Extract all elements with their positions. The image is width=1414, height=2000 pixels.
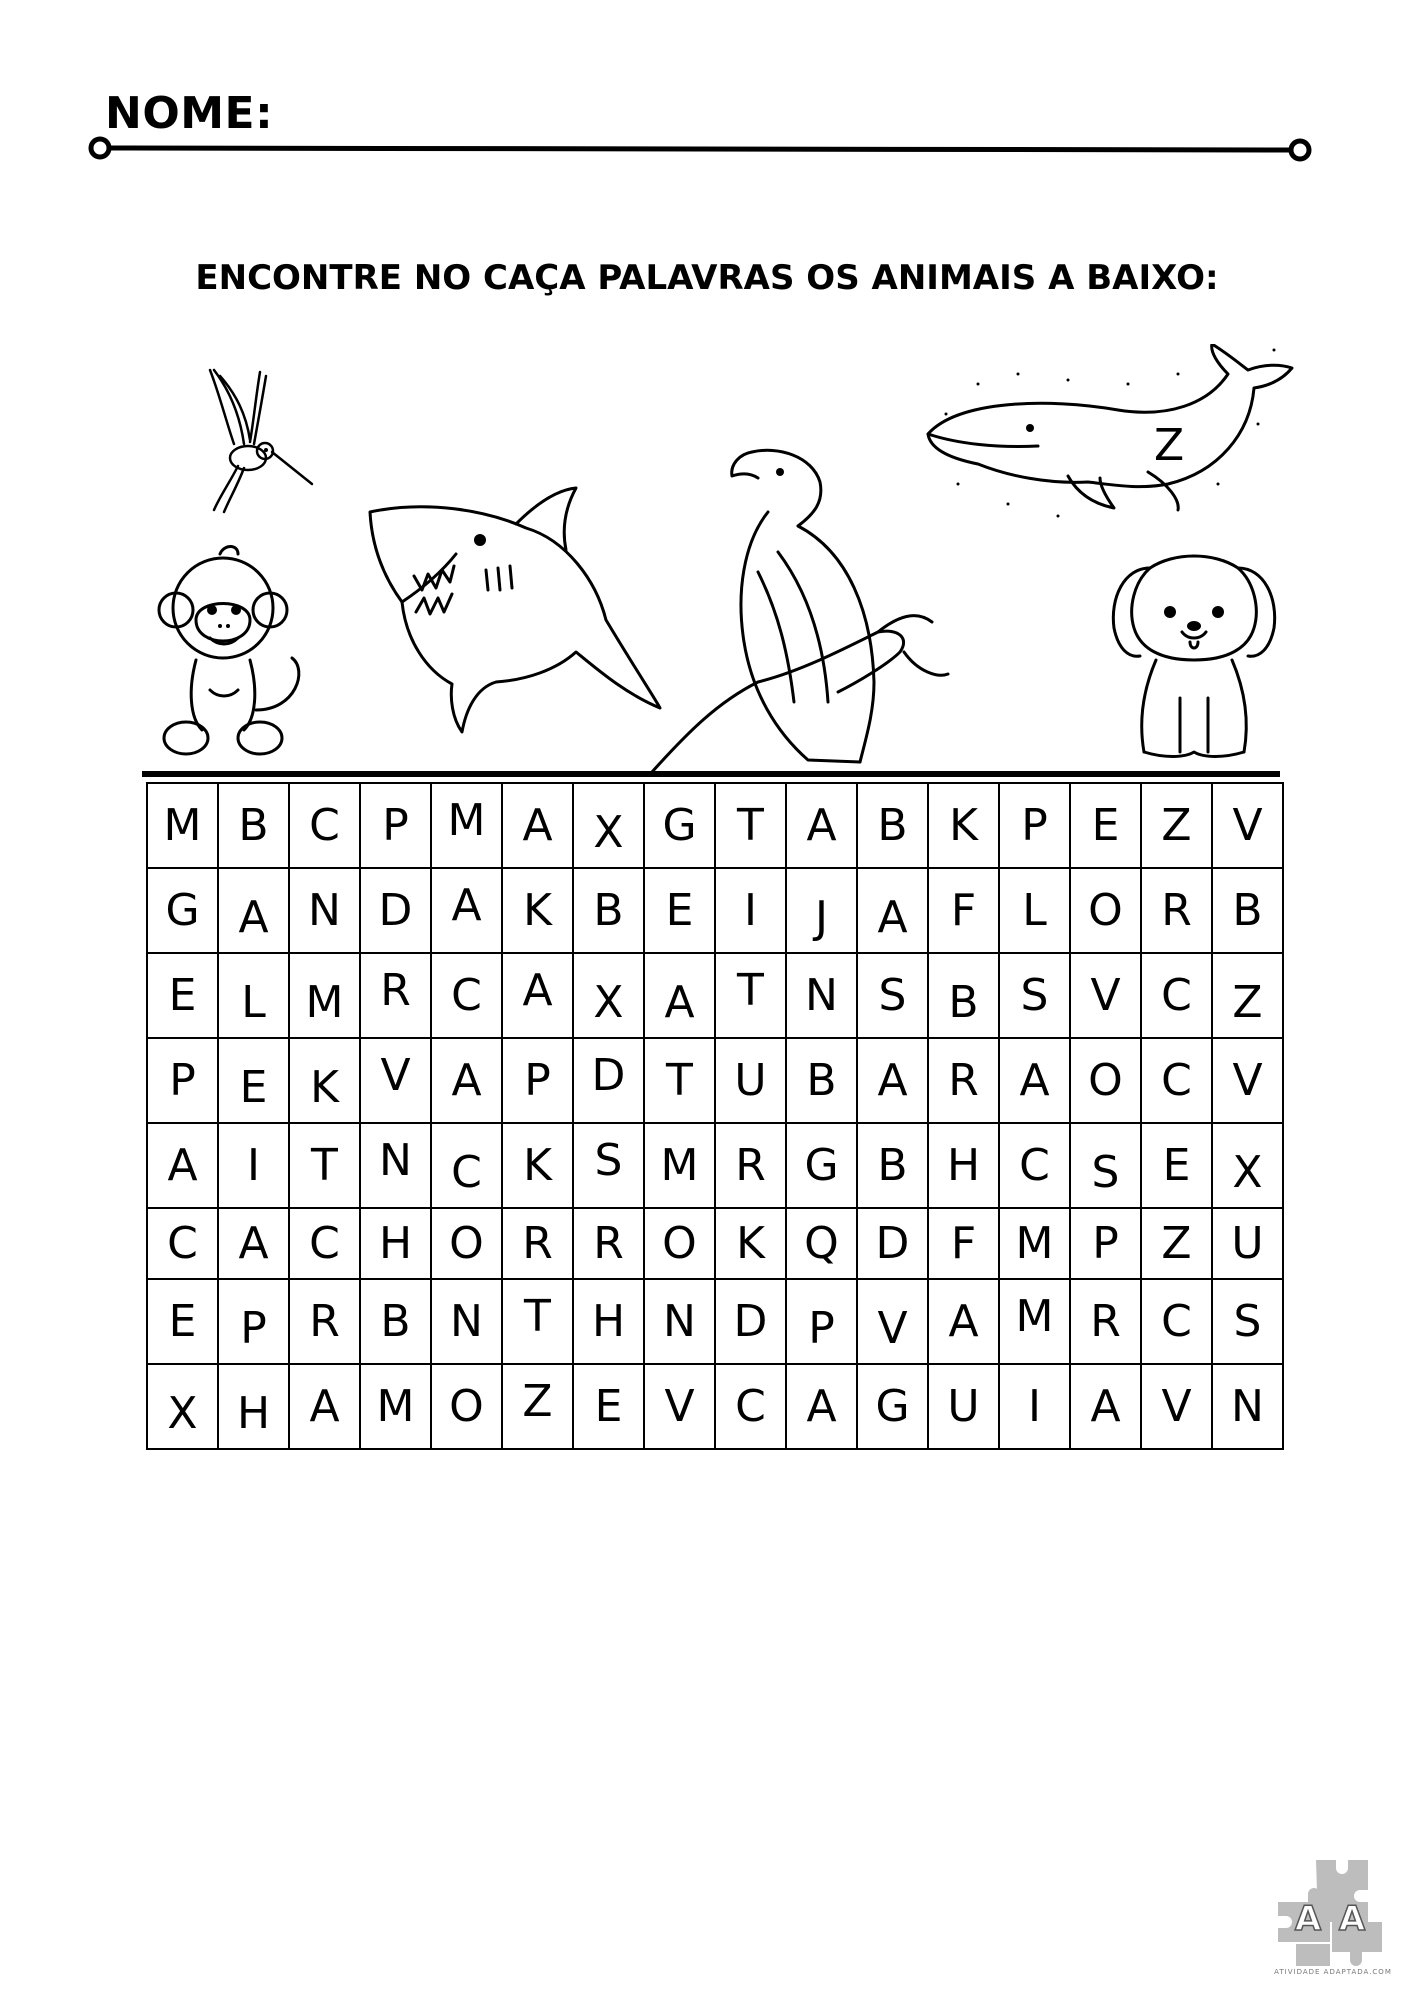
grid-cell[interactable]: G	[786, 1123, 857, 1208]
grid-cell[interactable]: N	[289, 868, 360, 953]
grid-cell[interactable]: U	[928, 1364, 999, 1449]
grid-cell[interactable]: A	[786, 783, 857, 868]
grid-cell[interactable]: J	[786, 868, 857, 953]
grid-cell[interactable]: A	[1070, 1364, 1141, 1449]
grid-cell[interactable]: C	[715, 1364, 786, 1449]
grid-cell[interactable]: Z	[1141, 1208, 1212, 1279]
grid-cell[interactable]: D	[360, 868, 431, 953]
grid-cell[interactable]: K	[502, 868, 573, 953]
grid-cell[interactable]: S	[1070, 1123, 1141, 1208]
grid-cell[interactable]: A	[147, 1123, 218, 1208]
grid-cell[interactable]: A	[218, 868, 289, 953]
grid-cell[interactable]: P	[786, 1279, 857, 1364]
dog-icon	[1104, 548, 1284, 766]
grid-cell[interactable]: I	[218, 1123, 289, 1208]
grid-cell[interactable]: M	[360, 1364, 431, 1449]
grid-cell[interactable]: B	[360, 1279, 431, 1364]
hummingbird-icon	[190, 366, 320, 516]
grid-cell[interactable]: Q	[786, 1208, 857, 1279]
grid-row	[147, 1208, 1283, 1279]
grid-cell[interactable]: K	[928, 783, 999, 868]
grid-cell[interactable]: R	[573, 1208, 644, 1279]
grid-cell[interactable]: H	[360, 1208, 431, 1279]
grid-cell[interactable]: A	[502, 783, 573, 868]
grid-cell[interactable]: E	[218, 1038, 289, 1123]
grid-cell[interactable]: G	[857, 1364, 928, 1449]
grid-cell[interactable]: U	[715, 1038, 786, 1123]
grid-cell[interactable]: A	[502, 953, 573, 1038]
svg-text:A: A	[1338, 1899, 1366, 1939]
grid-cell[interactable]: S	[573, 1123, 644, 1208]
grid-cell[interactable]: L	[218, 953, 289, 1038]
grid-cell[interactable]: F	[928, 1208, 999, 1279]
grid-cell[interactable]: P	[999, 783, 1070, 868]
grid-cell[interactable]: K	[502, 1123, 573, 1208]
grid-cell[interactable]: R	[360, 953, 431, 1038]
grid-cell[interactable]: P	[1070, 1208, 1141, 1279]
grid-row	[147, 953, 1283, 1038]
grid-cell[interactable]: C	[999, 1123, 1070, 1208]
grid-cell[interactable]: B	[218, 783, 289, 868]
grid-cell[interactable]: T	[502, 1279, 573, 1364]
grid-cell[interactable]: C	[1141, 953, 1212, 1038]
grid-cell[interactable]: C	[431, 1123, 502, 1208]
grid-cell[interactable]: F	[928, 868, 999, 953]
grid-cell[interactable]: E	[644, 868, 715, 953]
grid-cell[interactable]: X	[1212, 1123, 1283, 1208]
whale-letter: Z	[1154, 420, 1185, 471]
grid-cell[interactable]: V	[360, 1038, 431, 1123]
grid-cell[interactable]: R	[289, 1279, 360, 1364]
grid-cell[interactable]: B	[786, 1038, 857, 1123]
grid-cell[interactable]: A	[928, 1279, 999, 1364]
grid-cell[interactable]: G	[147, 868, 218, 953]
grid-top-bar	[142, 771, 1280, 777]
grid-cell[interactable]: G	[644, 783, 715, 868]
grid-cell[interactable]: O	[644, 1208, 715, 1279]
grid-cell[interactable]: C	[431, 953, 502, 1038]
grid-cell[interactable]: X	[573, 783, 644, 868]
grid-cell[interactable]: P	[360, 783, 431, 868]
grid-cell[interactable]: H	[928, 1123, 999, 1208]
grid-cell[interactable]: C	[147, 1208, 218, 1279]
grid-cell[interactable]: H	[218, 1364, 289, 1449]
logo-caption: ATIVIDADE ADAPTADA.COM	[1274, 1968, 1392, 1976]
puzzle-logo-icon	[1276, 1858, 1386, 1968]
grid-cell[interactable]: V	[644, 1364, 715, 1449]
grid-row	[147, 1279, 1283, 1364]
shark-icon	[366, 470, 666, 740]
grid-cell[interactable]: B	[928, 953, 999, 1038]
grid-cell[interactable]: K	[289, 1038, 360, 1123]
instruction-text: ENCONTRE NO CAÇA PALAVRAS OS ANIMAIS A BAIXO:	[195, 258, 1219, 298]
grid-row	[147, 1038, 1283, 1123]
grid-cell[interactable]: S	[1212, 1279, 1283, 1364]
animal-illustrations	[0, 330, 1414, 780]
grid-cell[interactable]: M	[999, 1279, 1070, 1364]
grid-cell[interactable]: R	[1141, 868, 1212, 953]
grid-cell[interactable]: B	[1212, 868, 1283, 953]
grid-cell[interactable]: E	[573, 1364, 644, 1449]
grid-cell[interactable]: A	[644, 953, 715, 1038]
grid-cell[interactable]: S	[999, 953, 1070, 1038]
grid-cell[interactable]: I	[999, 1364, 1070, 1449]
grid-cell[interactable]: X	[573, 953, 644, 1038]
grid-cell[interactable]: V	[1141, 1364, 1212, 1449]
grid-row	[147, 868, 1283, 953]
grid-cell[interactable]: O	[431, 1208, 502, 1279]
grid-row	[147, 1123, 1283, 1208]
grid-cell[interactable]: T	[644, 1038, 715, 1123]
svg-text:A: A	[1294, 1899, 1322, 1939]
whale-icon	[918, 344, 1298, 544]
word-search-grid	[146, 782, 1284, 1450]
grid-cell[interactable]: M	[644, 1123, 715, 1208]
grid-cell[interactable]: C	[289, 783, 360, 868]
grid-cell[interactable]: A	[857, 1038, 928, 1123]
grid-cell[interactable]: A	[999, 1038, 1070, 1123]
grid-cell[interactable]: A	[218, 1208, 289, 1279]
grid-cell[interactable]: B	[857, 1123, 928, 1208]
grid-cell[interactable]: E	[147, 1279, 218, 1364]
grid-cell[interactable]: A	[289, 1364, 360, 1449]
grid-cell[interactable]: P	[147, 1038, 218, 1123]
grid-cell[interactable]: A	[786, 1364, 857, 1449]
grid-cell[interactable]: A	[431, 1038, 502, 1123]
grid-cell[interactable]: T	[715, 783, 786, 868]
grid-cell[interactable]: V	[857, 1279, 928, 1364]
grid-cell[interactable]: N	[1212, 1364, 1283, 1449]
grid-cell[interactable]: U	[1212, 1208, 1283, 1279]
grid-cell[interactable]: D	[715, 1279, 786, 1364]
grid-cell[interactable]: Z	[1212, 953, 1283, 1038]
grid-cell[interactable]: C	[289, 1208, 360, 1279]
grid-cell[interactable]: M	[289, 953, 360, 1038]
grid-cell[interactable]: E	[1141, 1123, 1212, 1208]
grid-cell[interactable]: S	[857, 953, 928, 1038]
grid-cell[interactable]: X	[147, 1364, 218, 1449]
grid-cell[interactable]: P	[502, 1038, 573, 1123]
name-line[interactable]	[88, 130, 1314, 170]
grid-cell[interactable]: T	[289, 1123, 360, 1208]
grid-cell[interactable]: M	[431, 783, 502, 868]
grid-row	[147, 1364, 1283, 1449]
grid-cell[interactable]: N	[431, 1279, 502, 1364]
grid-cell[interactable]: A	[857, 868, 928, 953]
grid-cell[interactable]: D	[573, 1038, 644, 1123]
grid-cell[interactable]: Z	[502, 1364, 573, 1449]
grid-cell[interactable]: R	[715, 1123, 786, 1208]
grid-cell[interactable]: M	[999, 1208, 1070, 1279]
grid-cell[interactable]: B	[573, 868, 644, 953]
grid-cell[interactable]: T	[715, 953, 786, 1038]
grid-cell[interactable]: N	[644, 1279, 715, 1364]
grid-cell[interactable]: O	[1070, 1038, 1141, 1123]
grid-cell[interactable]: H	[573, 1279, 644, 1364]
grid-cell[interactable]: V	[1212, 1038, 1283, 1123]
grid-cell[interactable]: C	[1141, 1279, 1212, 1364]
grid-cell[interactable]: O	[431, 1364, 502, 1449]
grid-cell[interactable]: B	[857, 783, 928, 868]
grid-cell[interactable]: O	[1070, 868, 1141, 953]
grid-cell[interactable]: V	[1070, 953, 1141, 1038]
grid-cell[interactable]: K	[715, 1208, 786, 1279]
name-label: NOME:	[105, 88, 274, 139]
grid-cell[interactable]: L	[999, 868, 1070, 953]
grid-cell[interactable]: N	[360, 1123, 431, 1208]
eagle-icon	[648, 442, 964, 772]
monkey-icon	[146, 540, 316, 760]
grid-cell[interactable]: R	[1070, 1279, 1141, 1364]
grid-cell[interactable]: R	[502, 1208, 573, 1279]
grid-row	[147, 783, 1283, 868]
grid-cell[interactable]: C	[1141, 1038, 1212, 1123]
grid-cell[interactable]: V	[1212, 783, 1283, 868]
grid-cell[interactable]: I	[715, 868, 786, 953]
grid-cell[interactable]: D	[857, 1208, 928, 1279]
grid-cell[interactable]: M	[147, 783, 218, 868]
grid-cell[interactable]: E	[1070, 783, 1141, 868]
grid-cell[interactable]: P	[218, 1279, 289, 1364]
grid-cell[interactable]: R	[928, 1038, 999, 1123]
grid-cell[interactable]: Z	[1141, 783, 1212, 868]
grid-cell[interactable]: E	[147, 953, 218, 1038]
grid-cell[interactable]: A	[431, 868, 502, 953]
grid-cell[interactable]: N	[786, 953, 857, 1038]
